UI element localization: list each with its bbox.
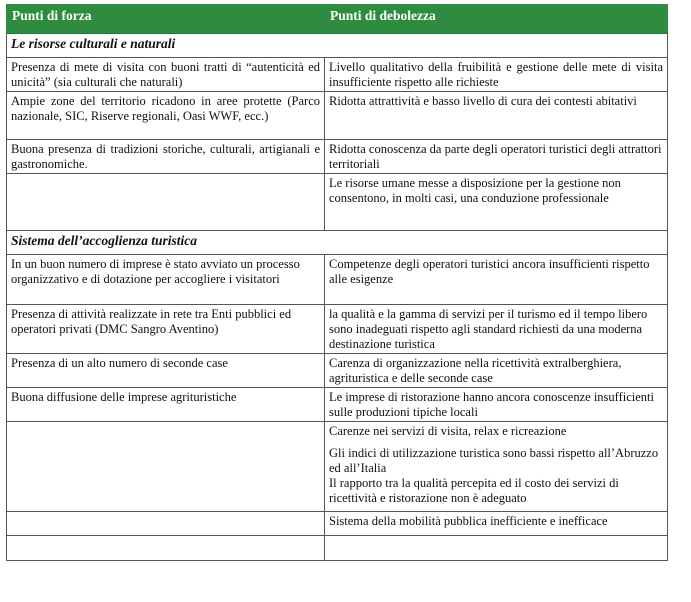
weakness-cell: Livello qualitativo della fruibilità e gestione delle mete di visita insufficiente rispetto alle richieste — [325, 58, 668, 92]
header-row — [7, 5, 668, 34]
strength-cell: Presenza di mete di visita con buoni tratti di “autenticità ed unicità” (sia culturali che naturali) — [7, 58, 325, 92]
header-weaknesses: Punti di debolezza — [325, 5, 668, 34]
weakness-cell: Sistema della mobilità pubblica inefficiente e inefficace — [325, 512, 668, 536]
strength-cell — [7, 422, 325, 512]
table-row — [7, 422, 668, 512]
weakness-cell: Competenze degli operatori turistici ancora insufficienti rispetto alle esigenze — [325, 255, 668, 305]
strength-cell: Ampie zone del territorio ricadono in aree protette (Parco nazionale, SIC, Riserve regionali, Oasi WWF, ecc.) — [7, 92, 325, 140]
table-row — [7, 255, 668, 305]
weakness-cell: Le risorse umane messe a disposizione per la gestione non consentono, in molti casi, una conduzione professionale — [325, 174, 668, 231]
table-row — [7, 305, 668, 354]
table-row — [7, 354, 668, 388]
weakness-item: Il rapporto tra la qualità percepita ed il costo dei servizi di ricettività e ristorazione non è adeguato — [329, 476, 619, 505]
weakness-cell: Ridotta attrattività e basso livello di cura dei contesti abitativi — [325, 92, 668, 140]
weakness-cell — [325, 536, 668, 561]
weakness-item: Carenze nei servizi di visita, relax e ricreazione — [329, 424, 567, 438]
table-row — [7, 388, 668, 422]
strength-cell — [7, 174, 325, 231]
strength-cell: In un buon numero di imprese è stato avviato un processo organizzativo e di dotazione per accogliere i visitatori — [7, 255, 325, 305]
section-row — [7, 34, 668, 58]
weakness-cell: Le imprese di ristorazione hanno ancora conoscenze insufficienti sulle produzioni tipiche locali — [325, 388, 668, 422]
table-row — [7, 536, 668, 561]
strength-cell: Presenza di attività realizzate in rete tra Enti pubblici ed operatori privati (DMC Sangro Aventino) — [7, 305, 325, 354]
table-row — [7, 174, 668, 231]
weakness-item: Gli indici di utilizzazione turistica sono bassi rispetto all’Abruzzo ed all’Italia — [329, 446, 659, 475]
strength-cell: Buona diffusione delle imprese agrituristiche — [7, 388, 325, 422]
strength-cell: Presenza di un alto numero di seconde case — [7, 354, 325, 388]
weakness-cell — [325, 422, 668, 512]
weakness-cell: Ridotta conoscenza da parte degli operatori turistici degli attrattori territoriali — [325, 140, 668, 174]
table-row — [7, 92, 668, 140]
table-row — [7, 58, 668, 92]
strength-cell: Buona presenza di tradizioni storiche, culturali, artigianali e gastronomiche. — [7, 140, 325, 174]
header-strengths: Punti di forza — [7, 5, 325, 34]
strength-cell — [7, 536, 325, 561]
swot-table — [6, 4, 668, 561]
strength-cell — [7, 512, 325, 536]
weakness-cell: la qualità e la gamma di servizi per il turismo ed il tempo libero sono inadeguati rispetto agli standard richiesti da una moderna destinazione turistica — [325, 305, 668, 354]
table-row — [7, 512, 668, 536]
section-title: Le risorse culturali e naturali — [7, 34, 668, 58]
section-title: Sistema dell’accoglienza turistica — [7, 231, 668, 255]
section-row — [7, 231, 668, 255]
table-row — [7, 140, 668, 174]
weakness-cell: Carenza di organizzazione nella ricettività extralberghiera, agrituristica e delle seconde case — [325, 354, 668, 388]
